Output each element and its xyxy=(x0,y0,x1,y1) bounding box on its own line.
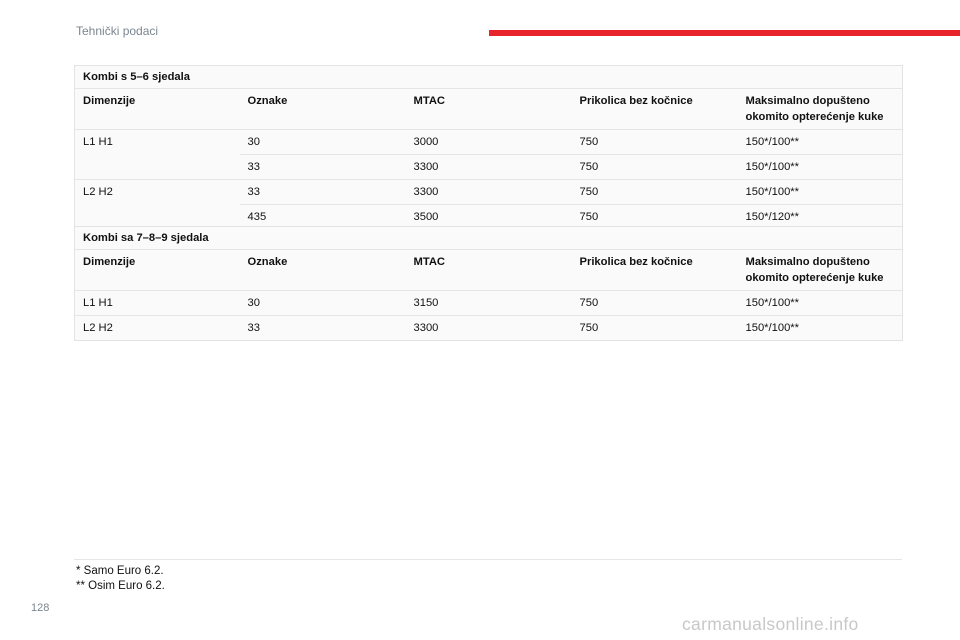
watermark: carmanualsonline.info xyxy=(682,614,859,634)
table-cell: 750 xyxy=(572,130,738,155)
column-header: Dimenzije xyxy=(75,89,240,130)
table-cell: 750 xyxy=(572,155,738,180)
table-cell: 33 xyxy=(240,180,406,205)
table-cell: 3500 xyxy=(406,205,572,230)
table-row xyxy=(75,130,903,155)
table-caption: Kombi sa 7–8–9 sjedala xyxy=(83,232,209,244)
footnote-2: ** Osim Euro 6.2. xyxy=(76,580,165,592)
column-header: Oznake xyxy=(240,250,406,291)
column-header: Oznake xyxy=(240,89,406,130)
footnote-1: * Samo Euro 6.2. xyxy=(76,565,164,577)
column-header: MTAC xyxy=(406,250,572,291)
table-cell: L2 H2 xyxy=(75,316,240,341)
footnote-divider xyxy=(74,559,902,560)
spec-table-5-6-seats xyxy=(74,65,903,230)
table-cell: 435 xyxy=(240,205,406,230)
table-caption: Kombi s 5–6 sjedala xyxy=(83,71,190,83)
table-cell: L2 H2 xyxy=(75,180,240,205)
column-header: Maksimalno dopušteno okomito opterećenje kuke xyxy=(738,89,903,130)
table-cell: 750 xyxy=(572,205,738,230)
page-number: 128 xyxy=(31,602,50,614)
table-cell: 150*/100** xyxy=(738,130,903,155)
column-header: Dimenzije xyxy=(75,250,240,291)
column-header: Prikolica bez kočnice xyxy=(572,89,738,130)
table-cell: 3150 xyxy=(406,291,572,316)
table-cell: 33 xyxy=(240,155,406,180)
table-cell: 3300 xyxy=(406,155,572,180)
section-title: Tehnički podaci xyxy=(76,24,159,38)
table-cell: 150*/120** xyxy=(738,205,903,230)
table-cell: 750 xyxy=(572,291,738,316)
table-cell: 30 xyxy=(240,291,406,316)
table-cell: 30 xyxy=(240,130,406,155)
column-header: MTAC xyxy=(406,89,572,130)
table-cell: 150*/100** xyxy=(738,155,903,180)
table-cell: 150*/100** xyxy=(738,291,903,316)
table-cell: 33 xyxy=(240,316,406,341)
column-header: Maksimalno dopušteno okomito opterećenje kuke xyxy=(738,250,903,291)
table-cell: L1 H1 xyxy=(75,291,240,316)
table-row xyxy=(75,316,903,341)
table-cell: 150*/100** xyxy=(738,316,903,341)
spec-table-7-8-9-seats xyxy=(74,226,903,341)
table-cell: 750 xyxy=(572,316,738,341)
table-cell: 3300 xyxy=(406,316,572,341)
table-cell xyxy=(75,155,240,180)
table-cell: 150*/100** xyxy=(738,180,903,205)
column-header: Prikolica bez kočnice xyxy=(572,250,738,291)
table-row xyxy=(75,180,903,205)
table-cell: 3300 xyxy=(406,180,572,205)
table-cell: L1 H1 xyxy=(75,130,240,155)
table-row xyxy=(75,291,903,316)
table-cell: 3000 xyxy=(406,130,572,155)
table-row xyxy=(75,155,903,180)
section-accent-bar xyxy=(489,30,960,36)
table-cell: 750 xyxy=(572,180,738,205)
